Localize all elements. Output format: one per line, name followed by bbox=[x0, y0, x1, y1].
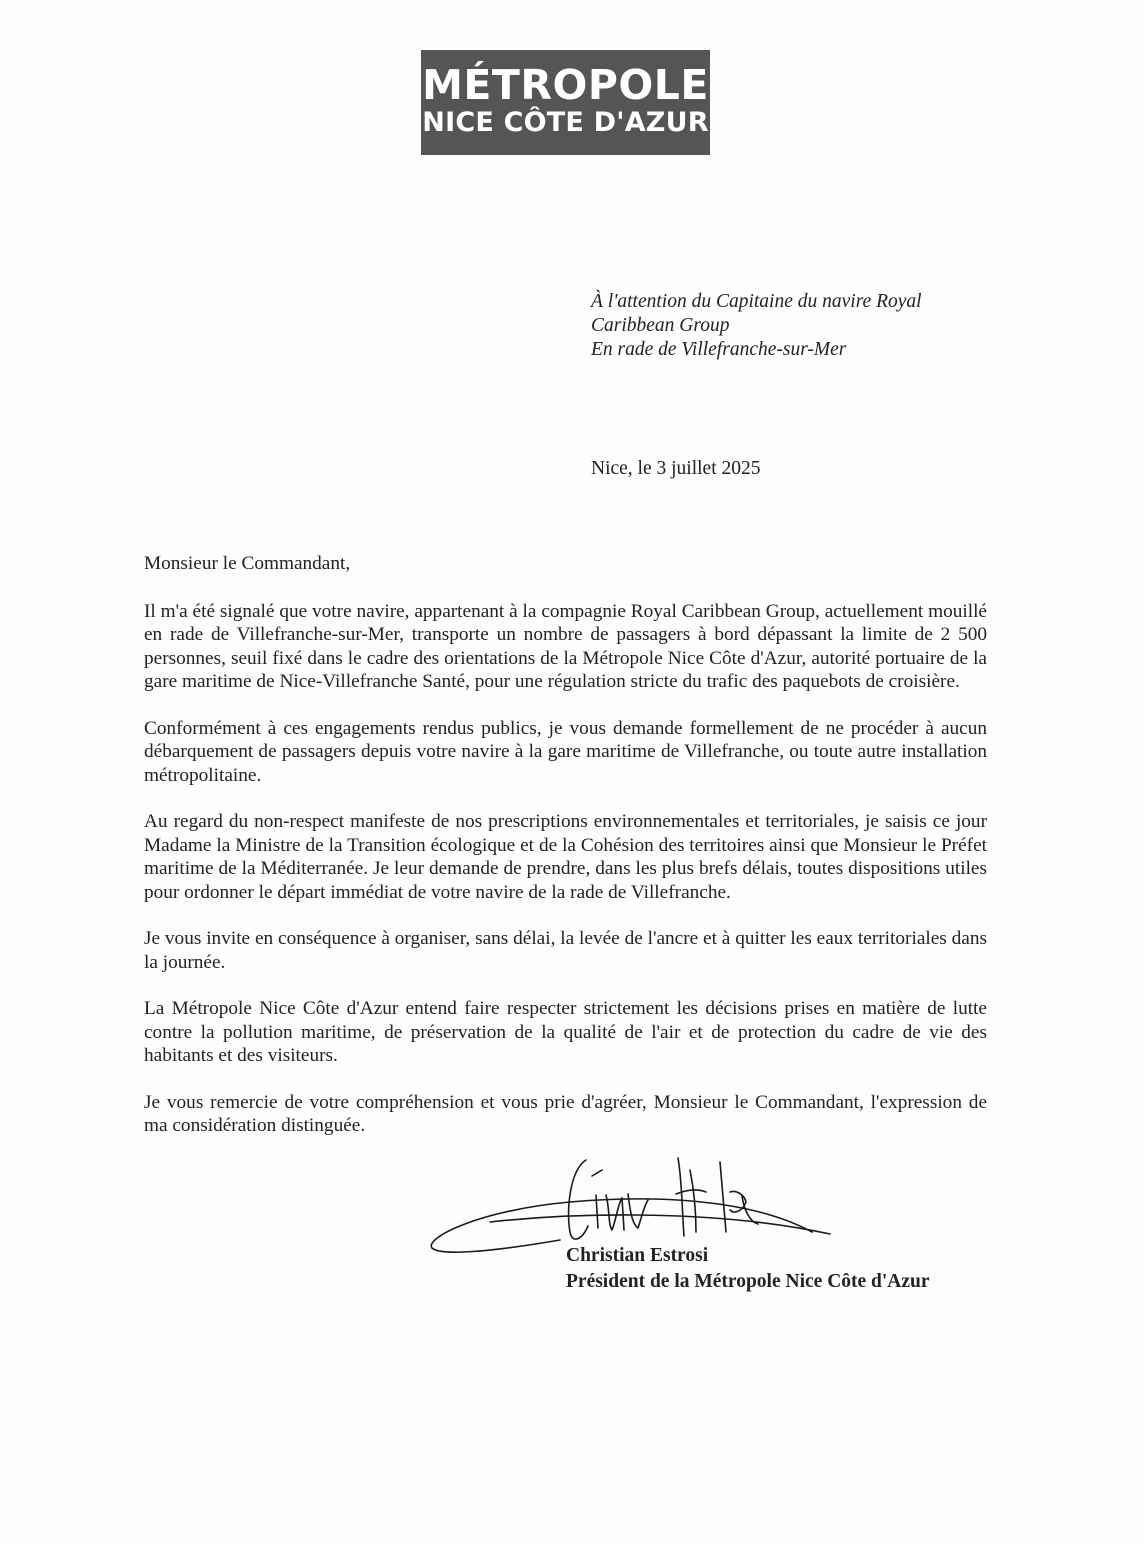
paragraph-1: Il m'a été signalé que votre navire, appartenant à la compagnie Royal Caribbean Group, actuellement mouillé en rade de Villefranche-sur-Mer, transporte un nombre de passagers à bord dépassant la limite de 2 500 personnes, seuil fixé dans le cadre des orientations de la Métropole Nice Côte d'Azur, autorité portuaire de la gare maritime de Nice-Villefranche Santé, pour une régulation stricte du trafic des paquebots de croisière. bbox=[144, 600, 987, 692]
logo-title: MÉTROPOLE bbox=[422, 61, 709, 109]
recipient-line-2: Caribbean Group bbox=[591, 315, 730, 336]
signatory-title: Président de la Métropole Nice Côte d'Azur bbox=[566, 1271, 930, 1292]
signatory-name: Christian Estrosi bbox=[566, 1245, 709, 1266]
letter-date: Nice, le 3 juillet 2025 bbox=[591, 458, 761, 479]
letter-body bbox=[144, 552, 987, 1161]
paragraph-2: Conformément à ces engagements rendus publics, je vous demande formellement de ne procéder à aucun débarquement de passagers depuis votre navire à la gare maritime de Villefranche, ou toute autre installation métropolitaine. bbox=[144, 717, 987, 786]
paragraph-6: Je vous remercie de votre compréhension et vous prie d'agréer, Monsieur le Commandant, l'expression de ma considération distinguée. bbox=[144, 1091, 987, 1136]
paragraph-3: Au regard du non-respect manifeste de nos prescriptions environnementales et territoriales, je saisis ce jour Madame la Ministre de la Transition écologique et de la Cohésion des territoires ainsi que Monsieur le Préfet maritime de la Méditerranée. Je leur demande de prendre, dans les plus brefs délais, toutes dispositions utiles pour ordonner le départ immédiat de votre navire de la rade de Villefranche. bbox=[144, 811, 987, 903]
recipient-line-3: En rade de Villefranche-sur-Mer bbox=[591, 339, 847, 360]
logo-subtitle: NICE CÔTE D'AZUR bbox=[422, 107, 709, 138]
paragraph-4: Je vous invite en conséquence à organiser, sans délai, la levée de l'ancre et à quitter les eaux territoriales dans la journée. bbox=[144, 928, 987, 973]
salutation: Monsieur le Commandant, bbox=[144, 553, 351, 574]
signatory-block bbox=[566, 1243, 930, 1295]
paragraph-5: La Métropole Nice Côte d'Azur entend faire respecter strictement les décisions prises en matière de lutte contre la pollution maritime, de préservation de la qualité de l'air et de protection du cadre de vie des habitants et des visiteurs. bbox=[144, 998, 987, 1066]
recipient-address bbox=[591, 290, 922, 362]
metropole-logo bbox=[421, 50, 710, 155]
recipient-line-1: À l'attention du Capitaine du navire Royal bbox=[591, 291, 922, 312]
